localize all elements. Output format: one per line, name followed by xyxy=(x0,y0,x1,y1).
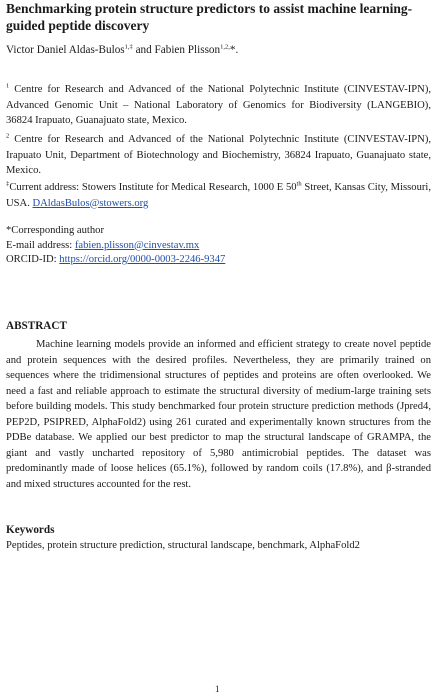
email-label: E-mail address: xyxy=(6,239,75,251)
current-address-text: Current address: Stowers Institute for Medical Research, 1000 E 50 xyxy=(9,182,297,193)
current-address-superscript: th xyxy=(296,180,302,188)
corresponding-author-label: *Corresponding author xyxy=(6,225,104,236)
author-line xyxy=(6,43,238,57)
contact-block xyxy=(6,224,225,268)
affiliation-2 xyxy=(6,132,431,179)
author-1-name: Victor Daniel Aldas-Bulos xyxy=(6,44,125,56)
email-line xyxy=(6,239,225,254)
author-2-affiliation-marker: 1,2, xyxy=(220,43,230,51)
corresponding-email-link[interactable]: fabien.plisson@cinvestav.mx xyxy=(74,239,200,251)
author-2-suffix: *. xyxy=(229,44,239,56)
orcid-label: ORCID-ID: xyxy=(6,254,60,265)
current-address-text-continued: Street, Kansas City, Missouri, USA. xyxy=(6,182,431,209)
author-conjunction: and xyxy=(135,44,152,56)
keywords-text: Peptides, protein structure prediction, structural landscape, benchmark, AlphaFold2 xyxy=(6,540,360,551)
affiliation-1-marker: 1 xyxy=(6,82,10,90)
orcid-line xyxy=(6,253,225,268)
paper-title: Benchmarking protein structure predictors to assist machine learning-guided peptide discovery xyxy=(6,1,413,33)
current-address xyxy=(6,180,431,211)
abstract-heading: ABSTRACT xyxy=(6,320,67,332)
affiliation-1-text: Centre for Research and Advanced of the National Polytechnic Institute (CINVESTAV-IPN), Advanced Genomic Unit – National Laboratory of Genomics for Biodiversity (LANGEBIO), 36824 Irapuato, Guanajuato state, Mexico. xyxy=(6,84,431,126)
author-1-affiliation-marker: 1,‡ xyxy=(124,43,133,51)
affiliation-2-marker: 2 xyxy=(6,132,10,140)
affiliation-2-text: Centre for Research and Advanced of the National Polytechnic Institute (CINVESTAV-IPN), Irapuato Unit, Department of Biotechnology and Biochemistry, 36824 Irapuato, Guanajuato state, Mexico. xyxy=(6,134,431,176)
orcid-link[interactable]: https://orcid.org/0000-0003-2246-9347 xyxy=(59,254,226,265)
author-2-name: Fabien Plisson xyxy=(154,44,221,56)
page-number: 1 xyxy=(215,684,220,694)
keywords-heading: Keywords xyxy=(6,524,55,536)
current-address-marker: ‡ xyxy=(6,180,10,188)
current-address-email-link[interactable]: DAldasBulos@stowers.org xyxy=(32,197,149,209)
abstract-text: Machine learning models provide an informed and efficient strategy to create novel peptide and protein sequences with the desired profiles. Nevertheless, they are primarily trained on sequences where the tridimensional structures of peptides and proteins are often overlooked. We need a fast and reliable approach to estimate the structural diversity of medium-large training sets before building models. This study benchmarked four protein structure prediction methods (Jpred4, PEP2D, PSIPRED, AlphaFold2) using 261 curated and experimentally known structures from the PDBe database. We applied our best predictor to map the structural landscape of GRAMPA, the giant and vastly uncharted repository of 5,980 antimicrobial peptides. The dataset was predominantly made of loose helices (65.1%), followed by random coils (17.8%), and β-stranded and mixed structures accounted for the rest. xyxy=(6,339,431,490)
affiliation-1 xyxy=(6,82,431,129)
